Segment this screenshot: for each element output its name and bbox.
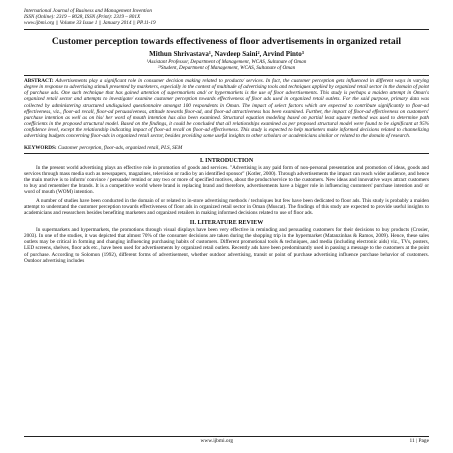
keywords-label: KEYWORDS: [24, 144, 57, 151]
journal-name: International Journal of Business and Management Invention [24, 8, 152, 14]
section-heading-literature-review: II. LITERATURE REVIEW [189, 219, 264, 226]
affiliation-2: ²³Student, Department of Management, WCAS, Sultanate of Oman [157, 64, 296, 71]
intro-paragraph-1: In the present world advertising plays an effective role in promotion of goods and services. "Advertising is any paid form of non-personal presentation and promotion of ideas, goods and services through mass media such as newspapers, magazines, television or radio by an identified sponsor" (Kotler, 2000). Through advertisements the impact can reach wider audience, and hence the main motive is to inform/ convince / persuade/ remind or any two or more of specified motives, about the product/service to the customers. New ideas and innovative ways attract customers to buy and remember the brands. It is a competitive world where brand is replacing brand and therefore, advertisements have a bigger role in influencing customers' purchase intention and/ or word of mouth (WOM) intention. [24, 164, 429, 196]
paper-authors: Mithun Shrivastava¹, Navdeep Saini², Arvind Pinto³ [149, 49, 304, 58]
header-rule [24, 29, 429, 30]
section-heading-introduction: I. INTRODUCTION [199, 157, 254, 164]
journal-issn: ISSN (Online): 2319 – 8028, ISSN (Print): 2319 – 801X [24, 14, 141, 21]
abstract-text: Advertisements play a significant role in consumer decision making related to products/ services. In fact, the customer perception gets influenced in different ways in varying degree in response to advertising stimuli presented by marketers, especially in the context of multitude of advertising tools and techniques applied by organized retail sector in the domain of point of purchase ads. One such technique that has gained attention of supermarkets and/ or hypermarkets is the use of floor advertisements. This study is perhaps a maiden attempt in Oman's organized retail sector and attempts to investigate/ examine customer perception towards effectiveness of floor ads used in organized retail outlets. For the said purpose, primary data was collected by administering structured undisguised questionnaire amongst 100 respondents in Oman. The impact of select factors which are expected to contribute significantly to floor-ad effectiveness, viz., floor-ad recall, floor-ad persuasiveness, attitude towards floor-ad, and floor-ad attractiveness has been examined. Further, the impact of floor-ad effectiveness on customers' purchase intention as well as on his/ her word of mouth intention has also been examined. Structural equation modeling based on partial least square method was used to determine path coefficients in the proposed structural model. Based on the findings, it could be concluded that all relationships examined as per proposed structural model were found to be significant at 95% confidence level, except the relationship indicating impact of floor-ad recall on floor-ad effectiveness. This study is expected to help marketers make informed decisions related to channelizing advertising budgets concerning floor-ads in organized retail sector, besides providing some useful insights to other scholars or academicians similar or related to the domain of research. [24, 78, 430, 140]
affiliation-1: ¹Assistant Professor, Department of Management, WCAS, Sultanate of Oman [146, 58, 307, 65]
footer-url[interactable]: www.ijbmi.org [200, 438, 234, 444]
page-footer [24, 436, 429, 444]
keywords-rule [24, 153, 429, 154]
abstract-label: ABSTRACT: [24, 78, 54, 85]
journal-volume: www.ijbmi.org || Volume 33 Issue 1 || January 2014 || PP.11-19 [24, 20, 156, 27]
paper-title: Customer perception towards effectiveness of floor advertisements in organized retail [51, 35, 402, 47]
page-number: 11 | Page [409, 438, 429, 444]
literature-paragraph-1: In supermarkets and hypermarkets, the promotions through visual displays have been very effective in reminding and persuading customers for their decisions to buy products (Crosier, 2003). In one of the studies, it was depicted that almost 70% of the consumer decisions are taken during the shopping trip in the hypermarket (Matanzinhas & Ramos, 2009). Hence, these sales outlets may be critical in forming and changing influencing purchasing habits of customers. Different promotional tools & techniques, and media (including electronic aids) viz., TVs, posters, LED screens, shelves, floor ads etc., have been used for advertisements by organized retail outlets. Recently ads have been predominantly used in passing a message to the customers at the point of purchase. According to Solomon (1992), different forms of advertisement, whether outdoor advertising, transit or point of purchase advertising influence purchase behavior of customers. Outdoor advertising includes [24, 226, 429, 264]
keywords-text: Customer perception, floor-ads, organized retail, PLS, SEM [57, 144, 183, 151]
abstract [24, 76, 429, 140]
keywords [24, 145, 429, 151]
intro-paragraph-2: A number of studies have been conducted in the domain of or related to in-store advertising methods / techniques but few have been dedicated to floor ads. This study is probably a maiden attempt to understand the customer perception towards effectiveness of floor ads in organized retail sector in Oman (Muscat). The findings of this study are expected to provide useful insights to academicians and researchers besides benefiting marketers and organized retailers in making informed decisions related to use of floor ads. [24, 197, 429, 216]
journal-header [24, 8, 429, 27]
